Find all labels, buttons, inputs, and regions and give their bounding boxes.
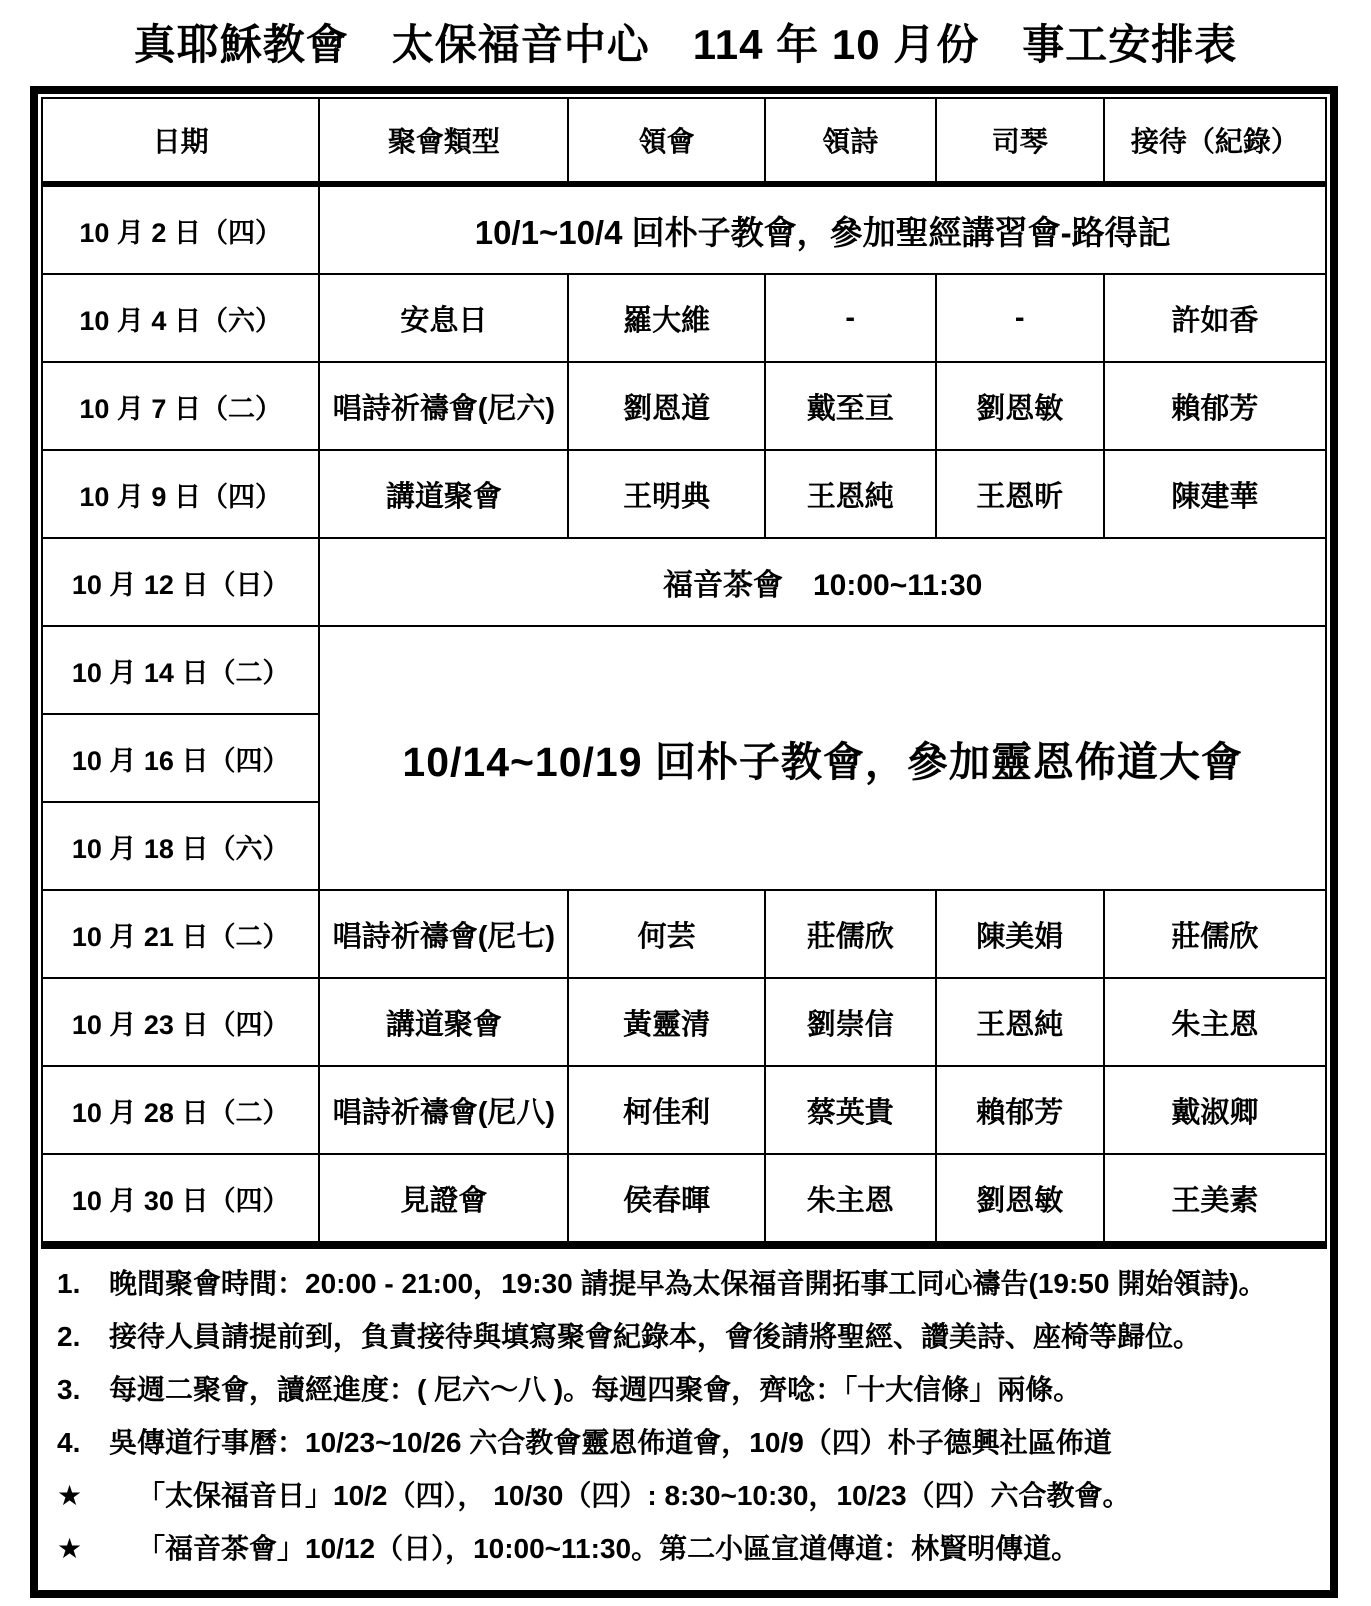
note-marker: 2. — [57, 1321, 81, 1352]
hymn-leader-cell: 劉崇信 — [765, 978, 936, 1066]
reception-cell: 王美素 — [1104, 1154, 1326, 1242]
note-text: 「太保福音日」10/2（四）， 10/30（四）: 8:30~10:30，10/23（四）六合教會。 — [137, 1480, 1131, 1511]
header-pianist: 司琴 — [936, 98, 1104, 184]
header-date: 日期 — [42, 98, 319, 184]
pianist-cell: 劉恩敏 — [936, 362, 1104, 450]
hymn-leader-cell: 王恩純 — [765, 450, 936, 538]
leader-cell: 羅大維 — [568, 274, 764, 362]
table-row — [42, 626, 1326, 714]
table-row — [42, 362, 1326, 450]
note-marker: 1. — [57, 1268, 81, 1299]
note-row — [47, 1416, 1321, 1469]
header-row — [42, 98, 1326, 184]
reception-cell: 莊儒欣 — [1104, 890, 1326, 978]
hymn-leader-cell: 戴至亘 — [765, 362, 936, 450]
pianist-cell: - — [936, 274, 1104, 362]
note-text: 晚間聚會時間：20:00 - 21:00，19:30 請提早為太保福音開拓事工同心禱告(19:50 開始領詩)。 — [109, 1268, 1267, 1299]
event-span-cell: 10/14~10/19 回朴子教會，參加靈恩佈道大會 — [319, 626, 1326, 890]
notes-section — [41, 1243, 1327, 1587]
header-meeting-type: 聚會類型 — [319, 98, 568, 184]
star-icon: ★ — [57, 1480, 83, 1511]
hymn-leader-cell: - — [765, 274, 936, 362]
reception-cell: 朱主恩 — [1104, 978, 1326, 1066]
pianist-cell: 王恩昕 — [936, 450, 1104, 538]
note-text: 「福音茶會」10/12（日），10:00~11:30。第二小區宣道傳道：林賢明傳道。 — [137, 1533, 1080, 1564]
date-cell: 10 月 9 日（四） — [42, 450, 319, 538]
meeting-type-cell: 唱詩祈禱會(尼八) — [319, 1066, 568, 1154]
note-text: 每週二聚會，讀經進度：( 尼六～八 )。每週四聚會，齊唸：「十大信條」兩條。 — [109, 1374, 1082, 1405]
table-row — [42, 978, 1326, 1066]
note-marker: 3. — [57, 1374, 81, 1405]
meeting-type-cell: 講道聚會 — [319, 978, 568, 1066]
date-cell: 10 月 30 日（四） — [42, 1154, 319, 1242]
note-row — [47, 1310, 1321, 1363]
reception-cell: 陳建華 — [1104, 450, 1326, 538]
reception-cell: 戴淑卿 — [1104, 1066, 1326, 1154]
hymn-leader-cell: 朱主恩 — [765, 1154, 936, 1242]
date-cell: 10 月 18 日（六） — [42, 802, 319, 890]
leader-cell: 黃靈清 — [568, 978, 764, 1066]
table-row — [42, 1154, 1326, 1242]
header-reception: 接待（紀錄） — [1104, 98, 1326, 184]
meeting-type-cell: 見證會 — [319, 1154, 568, 1242]
meeting-type-cell: 安息日 — [319, 274, 568, 362]
table-row — [42, 890, 1326, 978]
meeting-type-cell: 唱詩祈禱會(尼六) — [319, 362, 568, 450]
leader-cell: 劉恩道 — [568, 362, 764, 450]
schedule-table-frame — [30, 86, 1338, 1598]
pianist-cell: 賴郁芳 — [936, 1066, 1104, 1154]
reception-cell: 賴郁芳 — [1104, 362, 1326, 450]
note-row — [47, 1257, 1321, 1310]
table-row — [42, 450, 1326, 538]
note-text: 接待人員請提前到，負責接待與填寫聚會紀錄本，會後請將聖經、讚美詩、座椅等歸位。 — [109, 1321, 1202, 1352]
note-row — [47, 1522, 1321, 1575]
date-cell: 10 月 23 日（四） — [42, 978, 319, 1066]
date-cell: 10 月 21 日（二） — [42, 890, 319, 978]
pianist-cell: 王恩純 — [936, 978, 1104, 1066]
meeting-type-cell: 唱詩祈禱會(尼七) — [319, 890, 568, 978]
note-text: 吳傳道行事曆：10/23~10/26 六合教會靈恩佈道會，10/9（四）朴子德興社區佈道 — [109, 1427, 1112, 1458]
date-cell: 10 月 2 日（四） — [42, 184, 319, 274]
header-leader: 領會 — [568, 98, 764, 184]
date-cell: 10 月 12 日（日） — [42, 538, 319, 626]
date-cell: 10 月 28 日（二） — [42, 1066, 319, 1154]
date-cell: 10 月 14 日（二） — [42, 626, 319, 714]
page-title: 真耶穌教會 太保福音中心 114 年 10 月份 事工安排表 — [133, 21, 1238, 68]
leader-cell: 侯春暉 — [568, 1154, 764, 1242]
header-hymn-leader: 領詩 — [765, 98, 936, 184]
pianist-cell: 陳美娟 — [936, 890, 1104, 978]
event-span-cell: 福音茶會 10:00~11:30 — [319, 538, 1326, 626]
schedule-table — [41, 97, 1327, 1243]
hymn-leader-cell: 蔡英貴 — [765, 1066, 936, 1154]
event-span-cell: 10/1~10/4 回朴子教會，參加聖經講習會-路得記 — [319, 184, 1326, 274]
note-row — [47, 1363, 1321, 1416]
star-icon: ★ — [57, 1533, 83, 1564]
leader-cell: 王明典 — [568, 450, 764, 538]
leader-cell: 柯佳利 — [568, 1066, 764, 1154]
table-row — [42, 538, 1326, 626]
table-row — [42, 184, 1326, 274]
date-cell: 10 月 4 日（六） — [42, 274, 319, 362]
table-row — [42, 1066, 1326, 1154]
pianist-cell: 劉恩敏 — [936, 1154, 1104, 1242]
reception-cell: 許如香 — [1104, 274, 1326, 362]
hymn-leader-cell: 莊儒欣 — [765, 890, 936, 978]
date-cell: 10 月 16 日（四） — [42, 714, 319, 802]
note-marker: 4. — [57, 1427, 81, 1458]
leader-cell: 何芸 — [568, 890, 764, 978]
meeting-type-cell: 講道聚會 — [319, 450, 568, 538]
date-cell: 10 月 7 日（二） — [42, 362, 319, 450]
note-row — [47, 1469, 1321, 1522]
table-row — [42, 274, 1326, 362]
